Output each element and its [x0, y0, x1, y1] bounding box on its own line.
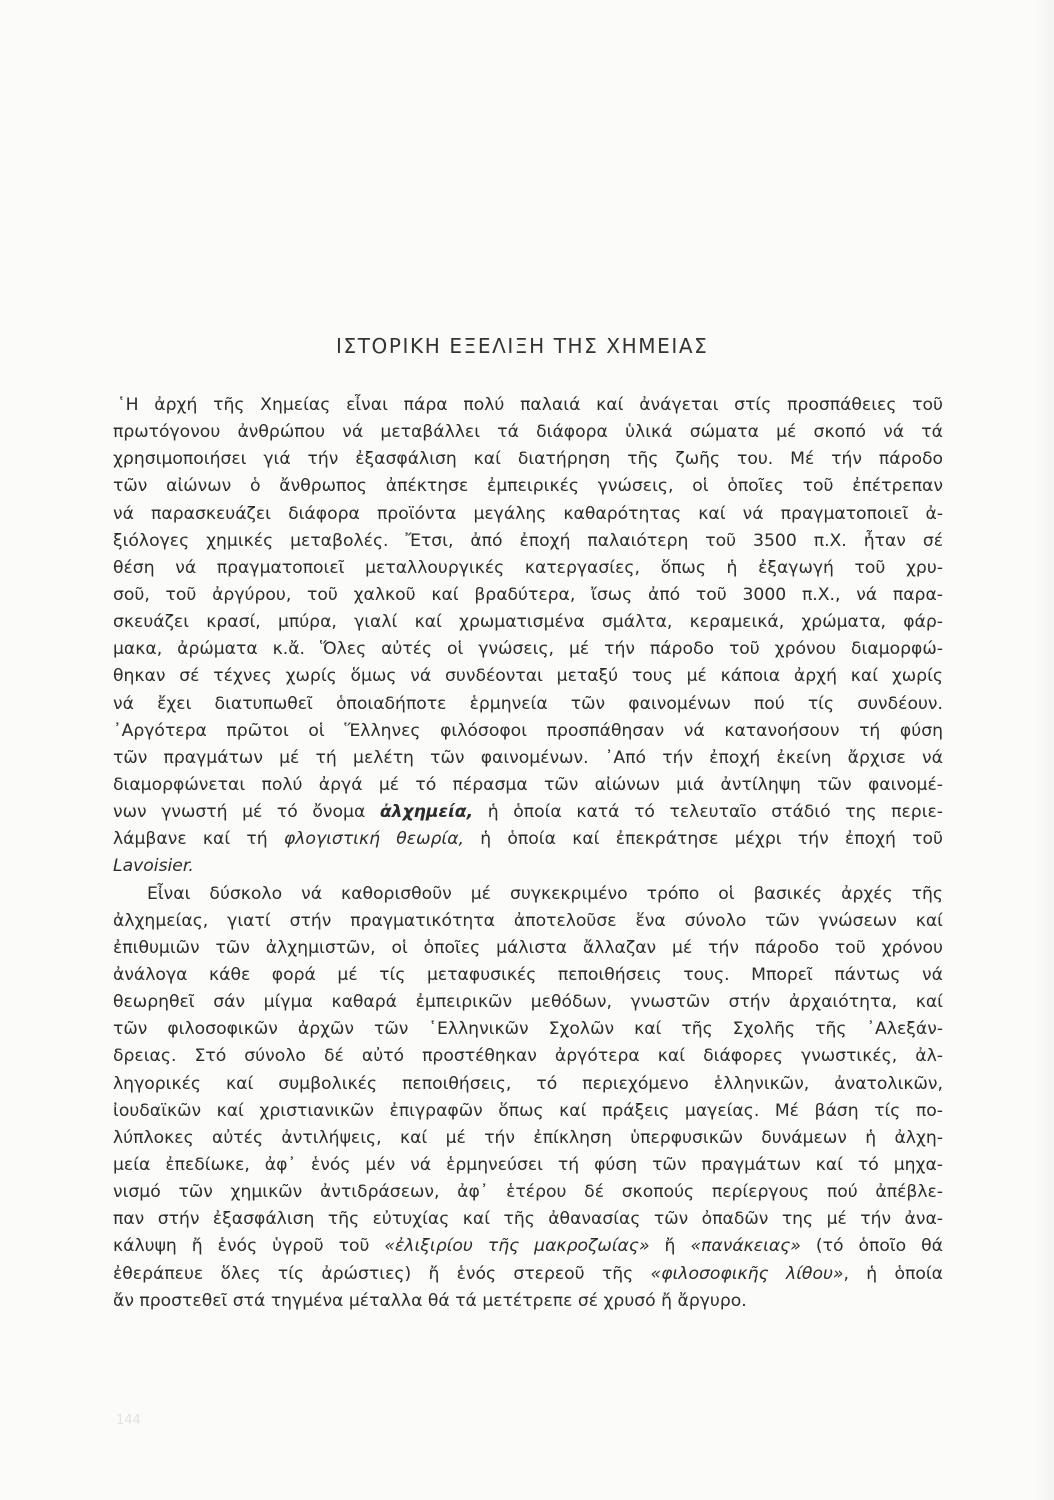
paragraph-1-line-15: διαμορφώνεται πολύ ἀργά μέ τό πέρασμα τῶν αἰώνων μιά ἀντίληψη τῶν φαινομέ- — [113, 774, 943, 795]
paragraph-2-line-9: ἰουδαϊκῶν καί χριστιανικῶν ἐπιγραφῶν ὅπως καί πράξεις μαγείας. Μέ βάση τίς πο- — [113, 1100, 943, 1121]
paragraph-2-line-15: ἐθεράπευε ὅλες τίς ἀρώστιες) ἤ ἑνός στερεοῦ τῆς «φιλοσοφικῆς λίθου», ἡ ὁποία — [113, 1263, 943, 1284]
body-text — [113, 392, 943, 1315]
paragraph-1-line-13: ᾿Αργότερα πρῶτοι οἱ Ἕλληνες φιλόσοφοι προσπάθησαν νά κατανοήσουν τή φύση — [113, 720, 943, 741]
paragraph-2-line-10: λύπλοκες αὐτές ἀντιλήψεις, καί μέ τήν ἐπίκληση ὑπερφυσικῶν δυνάμεων ἡ ἀλχη- — [113, 1127, 943, 1148]
paragraph-1-line-12: νά ἔχει διατυπωθεῖ ὁποιαδήποτε ἑρμηνεία τῶν φαινομένων πού τίς συνδέουν. — [113, 693, 943, 714]
paragraph-1-line-2: πρωτόγονου ἀνθρώπου νά μεταβάλλει τά διάφορα ὑλικά σώματα μέ σκοπό νά τά — [113, 422, 943, 443]
term-elixir: «ἐλιξιρίου τῆς μακροζωίας» — [384, 1236, 650, 1257]
scan-edge-shadow — [1032, 0, 1054, 1500]
paragraph-1 — [113, 392, 943, 799]
paragraph-1-line-6: ξιόλογες χημικές μεταβολές. Ἔτσι, ἀπό ἐποχή παλαιότερη τοῦ 3500 π.Χ. ἦταν σέ — [113, 530, 943, 551]
paragraph-1-line-8: σοῦ, τοῦ ἀργύρου, τοῦ χαλκοῦ καί βραδύτερα, ἴσως ἀπό τοῦ 3000 π.Χ., νά παρα- — [113, 584, 943, 605]
paragraph-2-line-5: θεωρηθεῖ σάν μίγμα καθαρά ἐμπειρικῶν μεθόδων, γνωστῶν στήν ἀρχαιότητα, καί — [113, 992, 943, 1013]
paragraph-2-line-12: νισμό τῶν χημικῶν ἀντιδράσεων, ἀφ᾿ ἑτέρου δέ σκοπούς περίεργους πού ἀπέβλε- — [113, 1182, 943, 1203]
paragraph-2-line-16: ἄν προστεθεῖ στά τηγμένα μέταλλα θά τά μετέτρεπε σέ χρυσό ἤ ἄργυρο. — [113, 1290, 747, 1311]
term-philosophers-stone: «φιλοσοφικῆς λίθου» — [650, 1263, 844, 1284]
term-alchemy: ἀλχημεία, — [379, 802, 474, 823]
name-lavoisier: Lavoisier. — [113, 856, 194, 877]
paragraph-2-line-3: ἐπιθυμιῶν τῶν ἀλχημιστῶν, οἱ ὁποῖες μάλιστα ἄλλαζαν μέ τήν πάροδο τοῦ χρόνου — [113, 937, 943, 958]
paragraph-1-line-1: ῾Η ἀρχή τῆς Χημείας εἶναι πάρα πολύ παλαιά καί ἀνάγεται στίς προσπάθειες τοῦ — [117, 395, 943, 415]
paragraph-1-line-16: νων γνωστή μέ τό ὄνομα ἀλχημεία, ἡ ὁποία κατά τό τελευταῖο στάδιό της περιε- — [113, 802, 943, 823]
paragraph-1-line-14: τῶν πραγμάτων μέ τή μελέτη τῶν φαινομένων. ᾿Από τήν ἐποχή ἐκείνη ἄρχισε νά — [113, 747, 943, 768]
paragraph-1-line-9: σκευάζει κρασί, μπύρα, γιαλί καί χρωματισμένα σμάλτα, κεραμεικά, χρώματα, φάρ- — [113, 612, 943, 633]
paragraph-2-line-14: κάλυψη ἤ ἑνός ὑγροῦ τοῦ «ἐλιξιρίου τῆς μακροζωίας» ἤ «πανάκειας» (τό ὁποῖο θά — [113, 1236, 943, 1257]
paragraph-1-line-10: μακα, ἀρώματα κ.ἄ. Ὅλες αὐτές οἱ γνώσεις, μέ τήν πάροδο τοῦ χρόνου διαμορφώ- — [113, 639, 943, 660]
paragraph-1-line-7: θέση νά πραγματοποιεῖ μεταλλουργικές κατεργασίες, ὅπως ἡ ἐξαγωγή τοῦ χρυ- — [113, 557, 943, 578]
paragraph-2 — [113, 881, 943, 1234]
paragraph-2-line-7: δρειας. Στό σύνολο δέ αὐτό προστέθηκαν ἀργότερα καί διάφορες γνωστικές, ἀλ- — [113, 1046, 943, 1067]
paragraph-2-line-1: Εἶναι δύσκολο νά καθορισθοῦν μέ συγκεκριμένο τρόπο οἱ βασικές ἀρχές τῆς — [147, 883, 943, 904]
term-panacea: «πανάκειας» — [690, 1236, 801, 1257]
paragraph-2-line-2: ἀλχημείας, γιατί στήν πραγματικότητα ἀποτελοῦσε ἕνα σύνολο τῶν γνώσεων καί — [113, 910, 943, 931]
paragraph-1-line-4: τῶν αἰώνων ὁ ἄνθρωπος ἀπέκτησε ἐμπειρικές γνώσεις, οἱ ὁποῖες τοῦ ἐπέτρεπαν — [113, 476, 943, 497]
paragraph-2-line-6: τῶν φιλοσοφικῶν ἀρχῶν τῶν ῾Ελληνικῶν Σχολῶν καί τῆς Σχολῆς τῆς ᾿Αλεξάν- — [113, 1019, 943, 1040]
page-title: ΙΣΤΟΡΙΚΗ ΕΞΕΛΙΞΗ ΤΗΣ ΧΗΜΕΙΑΣ — [336, 334, 709, 358]
paragraph-1-line-3: χρησιμοποιήσει γιά τήν ἐξασφάλιση καί διατήρηση τῆς ζωῆς του. Μέ τήν πάροδο — [113, 449, 943, 470]
paragraph-1-line-17: λάμβανε καί τή φλογιστική θεωρία, ἡ ὁποία καί ἐπεκράτησε μέχρι τήν ἐποχή τοῦ — [113, 829, 943, 850]
term-phlogiston-theory: φλογιστική θεωρία, — [283, 829, 464, 850]
paragraph-1-line-5: νά παρασκευάζει διάφορα προϊόντα μεγάλης καθαρότητας καί νά πραγματοποιεῖ ἀ- — [113, 503, 943, 524]
paragraph-1-line-18 — [113, 853, 943, 880]
bleed-through-text — [110, 78, 930, 103]
paragraph-2-line-11: μεία ἐπεδίωκε, ἀφ᾿ ἑνός μέν νά ἑρμηνεύσει τή φύση τῶν πραγμάτων καί τό μηχα- — [113, 1154, 943, 1175]
page-number: 144 — [116, 1413, 141, 1428]
paragraph-1-line-11: θηκαν σέ τέχνες χωρίς ὅμως νά συνδέονται μεταξύ τους μέ κάποια ἀρχή καί χωρίς — [113, 666, 943, 687]
paragraph-2-line-8: ληγορικές καί συμβολικές πεποιθήσεις, τό περιεχόμενο ἑλληνικῶν, ἀνατολικῶν, — [113, 1073, 943, 1094]
paragraph-2-line-13: παν στήν ἐξασφάλιση τῆς εὐτυχίας καί τῆς ἀθανασίας τῶν ὀπαδῶν της μέ τήν ἀνα- — [113, 1209, 943, 1230]
paragraph-2-line-4: ἀνάλογα κάθε φορά μέ τίς μεταφυσικές πεποιθήσεις τους. Μπορεῖ πάντως νά — [113, 964, 943, 985]
